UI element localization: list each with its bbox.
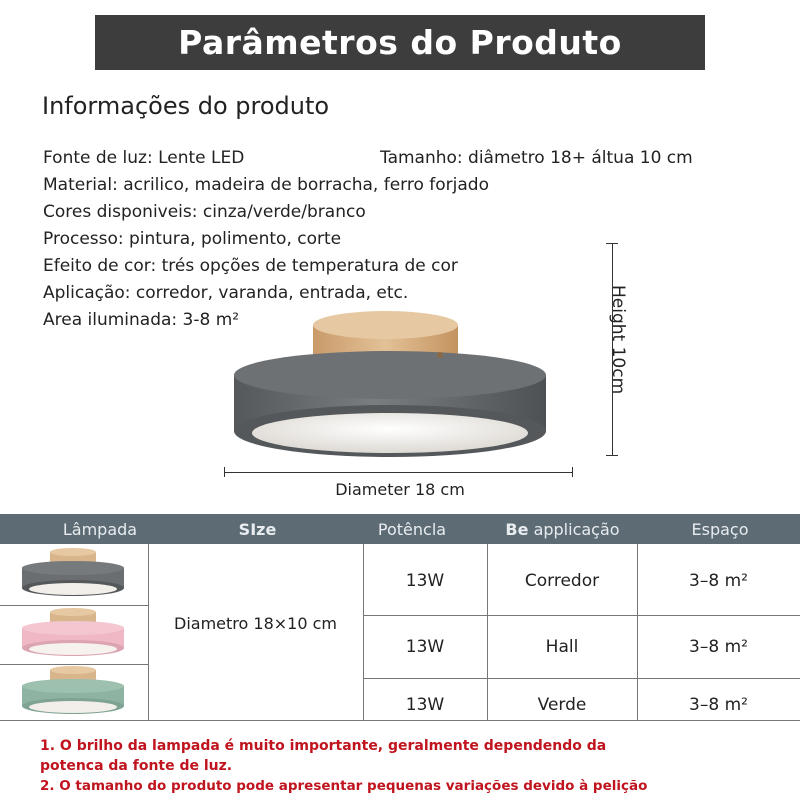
application-cell-2: Hall — [545, 637, 579, 657]
table-header — [0, 514, 800, 544]
header-application-be: Be — [505, 520, 529, 539]
power-cell-1: 13W — [405, 571, 445, 591]
space-cell-2: 3–8 m² — [689, 637, 748, 657]
space-cell-3: 3–8 m² — [689, 695, 748, 715]
spec-light-source: Fonte de luz: Lente LED — [43, 148, 245, 168]
lamp-thumb-pink — [14, 608, 132, 662]
diameter-label: Diameter 18 cm — [335, 480, 465, 499]
spec-color-effect: Efeito de cor: trés opções de temperatura de cor — [43, 256, 458, 276]
space-cell-1: 3–8 m² — [689, 571, 748, 591]
info-heading: Informações do produto — [42, 92, 330, 120]
lamp-diffuser — [252, 413, 528, 453]
wood-base-top — [313, 311, 458, 339]
note-line-1: 1. O brilho da lampada é muito importante, geralmente dependendo da — [40, 738, 607, 754]
header-power: Potêncla — [377, 520, 447, 539]
header-application — [480, 520, 645, 539]
spec-application: Aplicação: corredor, varanda, entrada, etc. — [43, 283, 409, 303]
spec-area: Area iluminada: 3-8 m² — [43, 310, 240, 330]
header-size: SIze — [238, 520, 277, 539]
spec-material: Material: acrilico, madeira de borracha, ferro forjado — [43, 175, 489, 195]
header-lamp: Lâmpada — [62, 520, 138, 539]
height-label: Height 10cm — [608, 285, 628, 395]
lamp-thumb-green — [14, 666, 132, 720]
power-cell-2: 13W — [405, 637, 445, 657]
note-line-2: potenca da fonte de luz. — [40, 758, 233, 774]
banner-title: Parâmetros do Produto — [178, 23, 622, 62]
power-cell-3: 13W — [405, 695, 445, 715]
header-space: Espaço — [691, 520, 749, 539]
application-cell-1: Corredor — [524, 571, 600, 591]
spec-size: Tamanho: diâmetro 18+ áltua 10 cm — [380, 148, 693, 168]
lamp-thumb-gray — [14, 548, 132, 602]
header-application-text: applicação — [533, 520, 620, 539]
spec-process: Processo: pintura, polimento, corte — [43, 229, 342, 249]
diameter-dimension-line — [224, 472, 572, 473]
title-banner — [95, 15, 705, 70]
spec-colors: Cores disponiveis: cinza/verde/branco — [43, 202, 366, 222]
size-cell: Diametro 18×10 cm — [174, 614, 337, 633]
lamp-illustration — [226, 305, 576, 465]
note-line-3: 2. O tamanho do produto pode apresentar pequenas variações devido à pelição — [40, 778, 648, 794]
application-cell-3: Verde — [537, 695, 587, 715]
